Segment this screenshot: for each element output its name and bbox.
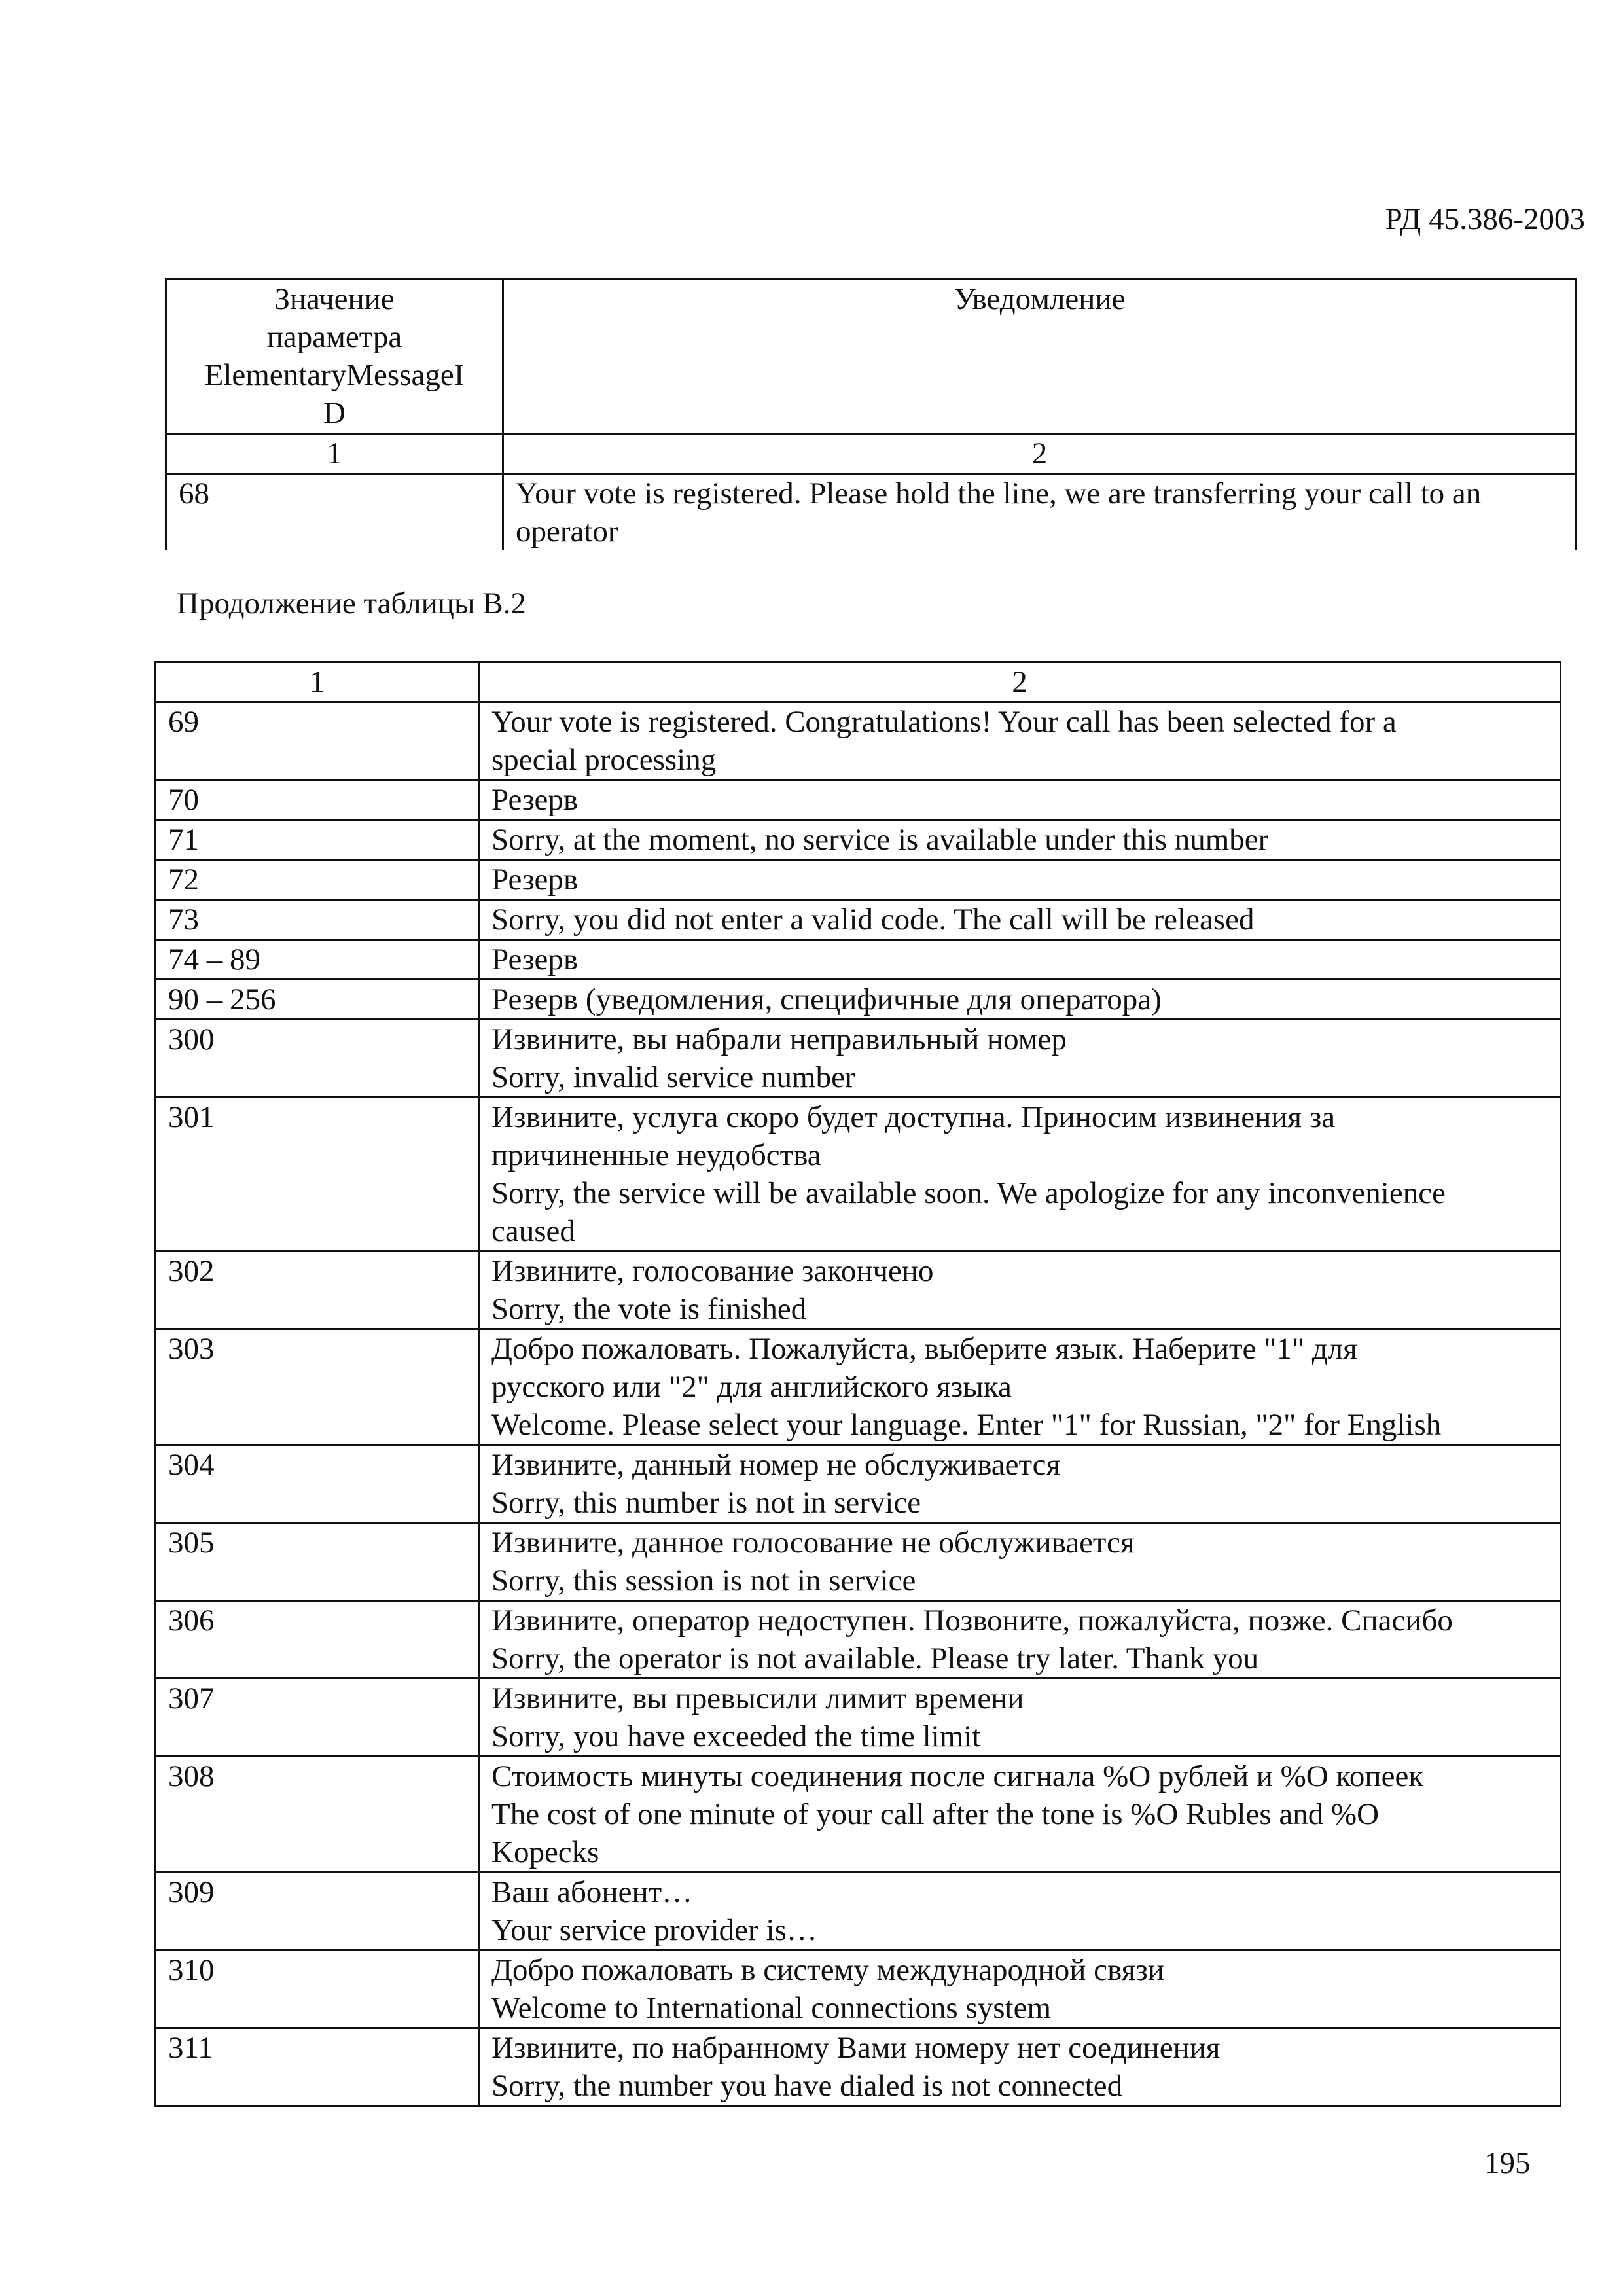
row-id: 68 (166, 474, 503, 551)
table-row (156, 1098, 1561, 1251)
row-line: Sorry, the operator is not available. Please try later. Thank you (491, 1641, 1259, 1676)
table-row (156, 940, 1561, 980)
table-row (156, 702, 1561, 780)
header-line: D (323, 396, 346, 430)
row-text (503, 474, 1577, 551)
row-line: Sorry, the service will be available soon. We apologize for any inconvenience (491, 1176, 1446, 1210)
row-text (479, 1020, 1561, 1098)
row-text (479, 1329, 1561, 1445)
row-line: Извините, услуга скоро будет доступна. Приносим извинения за (491, 1100, 1336, 1134)
table-row (156, 1445, 1561, 1523)
row-text (479, 940, 1561, 980)
row-line: Welcome to International connections system (491, 1991, 1052, 2025)
column-number-row (166, 434, 1577, 474)
row-text (479, 1523, 1561, 1601)
row-id: 69 (156, 702, 479, 780)
row-line: Добро пожаловать в систему международной связи (491, 1953, 1164, 1987)
column-number-2: 2 (503, 434, 1577, 474)
table-row (166, 474, 1577, 551)
row-text (479, 900, 1561, 940)
table-row (156, 1757, 1561, 1873)
row-id: 90 – 256 (156, 980, 479, 1020)
table-row (156, 1020, 1561, 1098)
row-line: Резерв (491, 942, 579, 977)
row-id: 310 (156, 1950, 479, 2028)
header-notification: Уведомление (503, 279, 1577, 434)
header-line: Значение (274, 282, 395, 316)
row-line: The cost of one minute of your call after the tone is %O Rubles and %O (491, 1797, 1380, 1831)
row-id: 74 – 89 (156, 940, 479, 980)
column-number-row (156, 662, 1561, 702)
row-line: Извините, вы набрали неправильный номер (491, 1022, 1067, 1056)
row-id: 303 (156, 1329, 479, 1445)
row-id: 304 (156, 1445, 479, 1523)
table-row (156, 900, 1561, 940)
row-text (479, 1757, 1561, 1873)
table-row (156, 1679, 1561, 1757)
row-line: Извините, голосование закончено (491, 1254, 934, 1288)
row-text (479, 702, 1561, 780)
column-number-1: 1 (166, 434, 503, 474)
column-number-2: 2 (479, 662, 1561, 702)
table-row (156, 980, 1561, 1020)
row-line: special processing (491, 743, 717, 777)
row-id: 311 (156, 2028, 479, 2106)
row-text (479, 860, 1561, 900)
table-row (156, 1601, 1561, 1679)
header-line: параметра (266, 320, 402, 354)
row-line: Sorry, the vote is finished (491, 1292, 807, 1326)
row-id: 307 (156, 1679, 479, 1757)
table-row (156, 1873, 1561, 1950)
row-text (479, 2028, 1561, 2106)
row-text (479, 820, 1561, 860)
row-line: Welcome. Please select your language. Enter "1" for Russian, "2" for English (491, 1408, 1442, 1442)
row-line: Добро пожаловать. Пожалуйста, выберите язык. Наберите "1" для (491, 1332, 1357, 1366)
row-text (479, 980, 1561, 1020)
row-id: 305 (156, 1523, 479, 1601)
table-row (156, 820, 1561, 860)
table-row (156, 1251, 1561, 1329)
row-text (479, 1098, 1561, 1251)
row-id: 301 (156, 1098, 479, 1251)
row-text (479, 1445, 1561, 1523)
row-line: Sorry, you did not enter a valid code. The call will be released (491, 903, 1255, 937)
row-text (479, 1601, 1561, 1679)
row-line: Your vote is registered. Congratulations! Your call has been selected for a (491, 705, 1397, 739)
row-line: Sorry, at the moment, no service is available under this number (491, 823, 1269, 857)
row-line: Sorry, the number you have dialed is not connected (491, 2069, 1123, 2103)
row-text (479, 1679, 1561, 1757)
row-id: 70 (156, 780, 479, 820)
row-line: Sorry, you have exceeded the time limit (491, 1719, 981, 1753)
row-text (479, 1251, 1561, 1329)
header-line: ElementaryMessageI (204, 358, 465, 392)
document-code: РД 45.386-2003 (1385, 202, 1585, 236)
row-line: Извините, оператор недоступен. Позвоните, пожалуйста, позже. Спасибо (491, 1604, 1453, 1638)
row-line: Sorry, this session is not in service (491, 1564, 916, 1598)
row-line: Извините, данный номер не обслуживается (491, 1448, 1061, 1482)
row-line: Your vote is registered. Please hold the line, we are transferring your call to an (516, 476, 1482, 511)
row-line: причиненные неудобства (491, 1138, 821, 1172)
row-line: Резерв (491, 863, 579, 897)
notification-table-main (154, 661, 1561, 2107)
row-line: Извините, данное голосование не обслуживается (491, 1526, 1135, 1560)
row-text (479, 1873, 1561, 1950)
row-text (479, 1950, 1561, 2028)
notification-table-top (165, 278, 1577, 550)
row-line: русского или "2" для английского языка (491, 1370, 1012, 1404)
row-line: Ваш абонент… (491, 1875, 693, 1909)
row-line: Sorry, this number is not in service (491, 1486, 921, 1520)
row-line: Извините, вы превысили лимит времени (491, 1681, 1024, 1715)
row-line: Sorry, invalid service number (491, 1060, 855, 1094)
row-id: 306 (156, 1601, 479, 1679)
column-number-1: 1 (156, 662, 479, 702)
row-id: 309 (156, 1873, 479, 1950)
row-id: 302 (156, 1251, 479, 1329)
table-row (156, 780, 1561, 820)
header-parameter-value (166, 279, 503, 434)
row-line: caused (491, 1214, 575, 1248)
row-id: 308 (156, 1757, 479, 1873)
continuation-caption: Продолжение таблицы В.2 (177, 586, 526, 620)
row-text (479, 780, 1561, 820)
page-number: 195 (1484, 2146, 1531, 2180)
table-row (156, 2028, 1561, 2106)
row-id: 72 (156, 860, 479, 900)
table-row (156, 860, 1561, 900)
row-line: Kopecks (491, 1835, 599, 1869)
row-line: Your service provider is… (491, 1913, 817, 1947)
table-header-row (166, 279, 1577, 434)
row-id: 71 (156, 820, 479, 860)
row-line: Извините, по набранному Вами номеру нет соединения (491, 2031, 1221, 2065)
row-line: operator (516, 514, 618, 548)
row-id: 300 (156, 1020, 479, 1098)
row-id: 73 (156, 900, 479, 940)
row-line: Резерв (491, 783, 579, 817)
row-line: Резерв (уведомления, специфичные для оператора) (491, 982, 1162, 1016)
table-row (156, 1523, 1561, 1601)
table-row (156, 1329, 1561, 1445)
row-line: Стоимость минуты соединения после сигнала %O рублей и %O копеек (491, 1759, 1424, 1793)
table-row (156, 1950, 1561, 2028)
